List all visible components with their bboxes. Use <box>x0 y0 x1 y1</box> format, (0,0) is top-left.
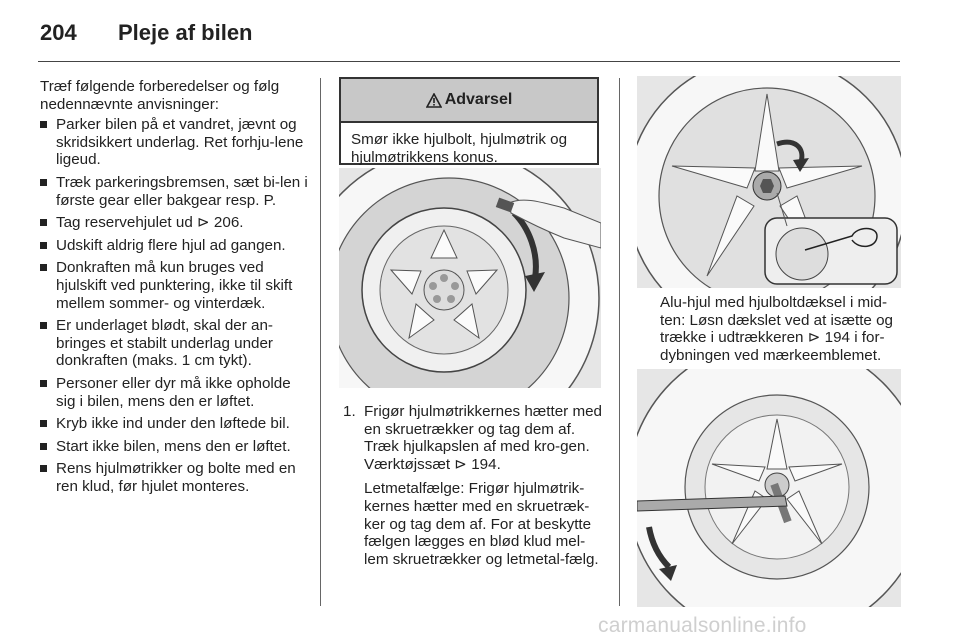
bullet-square-icon <box>40 420 47 427</box>
bullet-square-icon <box>40 443 47 450</box>
alloy-wheel-caption: Alu-hjul med hjulboltdæksel i mid-ten: Løsn dækslet ved at isætte og trække i udtrækkeren ⊳ 194 i for-dybningen ved mærkeemblemet. <box>660 294 893 364</box>
list-item: Start ikke bilen, mens den er løftet. <box>40 438 308 456</box>
bullet-square-icon <box>40 380 47 387</box>
list-item: Personer eller dyr må ikke opholde sig i bilen, mens den er løftet. <box>40 375 308 410</box>
column-divider <box>619 78 620 606</box>
bullet-square-icon <box>40 242 47 249</box>
intro-text: Træf følgende forberedelser og følg nedennævnte anvisninger: <box>40 78 280 113</box>
bullet-square-icon <box>40 121 47 128</box>
page-title: Pleje af bilen <box>118 20 253 45</box>
list-item: Parker bilen på et vandret, jævnt og skridsikkert underlag. Ret forhju-lene ligeud. <box>40 116 308 169</box>
step-number: 1. <box>343 403 356 420</box>
alloy-wheel-center-cap-illustration <box>637 76 901 288</box>
step-1 <box>343 403 605 575</box>
bullet-square-icon <box>40 264 47 271</box>
warning-text: Smør ikke hjulbolt, hjulmøtrik og hjulmøtrikkens konus. <box>351 131 568 166</box>
warning-title: Advarsel <box>444 91 513 108</box>
bullet-square-icon <box>40 179 47 186</box>
bullet-square-icon <box>40 465 47 472</box>
list-item: Er underlaget blødt, skal der an-bringes et stabilt underlag under donkraften (maks. 1 cm tykt). <box>40 317 308 370</box>
list-item: Rens hjulmøtrikker og bolte med en ren klud, før hjulet monteres. <box>40 460 308 495</box>
left-column <box>40 78 308 500</box>
hubcap-removal-illustration <box>339 168 601 388</box>
warning-box <box>339 77 599 165</box>
page-number: 204 <box>40 20 77 45</box>
header-rule <box>38 61 900 62</box>
warning-triangle-icon <box>426 93 442 108</box>
bullet-square-icon <box>40 322 47 329</box>
list-item: Udskift aldrig flere hjul ad gangen. <box>40 237 308 255</box>
warning-header <box>341 79 597 123</box>
watermark: carmanualsonline.info <box>598 614 807 637</box>
wheel-wrench-illustration <box>637 369 901 607</box>
preparation-list <box>40 116 308 495</box>
list-item: Tag reservehjulet ud ⊳ 206. <box>40 214 308 232</box>
list-item: Kryb ikke ind under den løftede bil. <box>40 415 308 433</box>
list-item: Træk parkeringsbremsen, sæt bi-len i første gear eller bakgear resp. P. <box>40 174 308 209</box>
bullet-square-icon <box>40 219 47 226</box>
column-divider <box>320 78 321 606</box>
step-text-alloy: Letmetalfælge: Frigør hjulmøtrik-kernes hætter med en skruetræk-ker og tag dem af. For at beskytte fælgen lægges en blød klud mel-lem skruetrækker og letmetal-fælg. <box>364 480 599 568</box>
step-text: Frigør hjulmøtrikkernes hætter med en skruetrækker og tag dem af. Træk hjulkapslen af med kro-gen. Værktøjssæt ⊳ 194. <box>364 403 602 473</box>
list-item: Donkraften må kun bruges ved hjulskift ved punktering, ikke til skift mellem sommer- og vinterdæk. <box>40 259 308 312</box>
